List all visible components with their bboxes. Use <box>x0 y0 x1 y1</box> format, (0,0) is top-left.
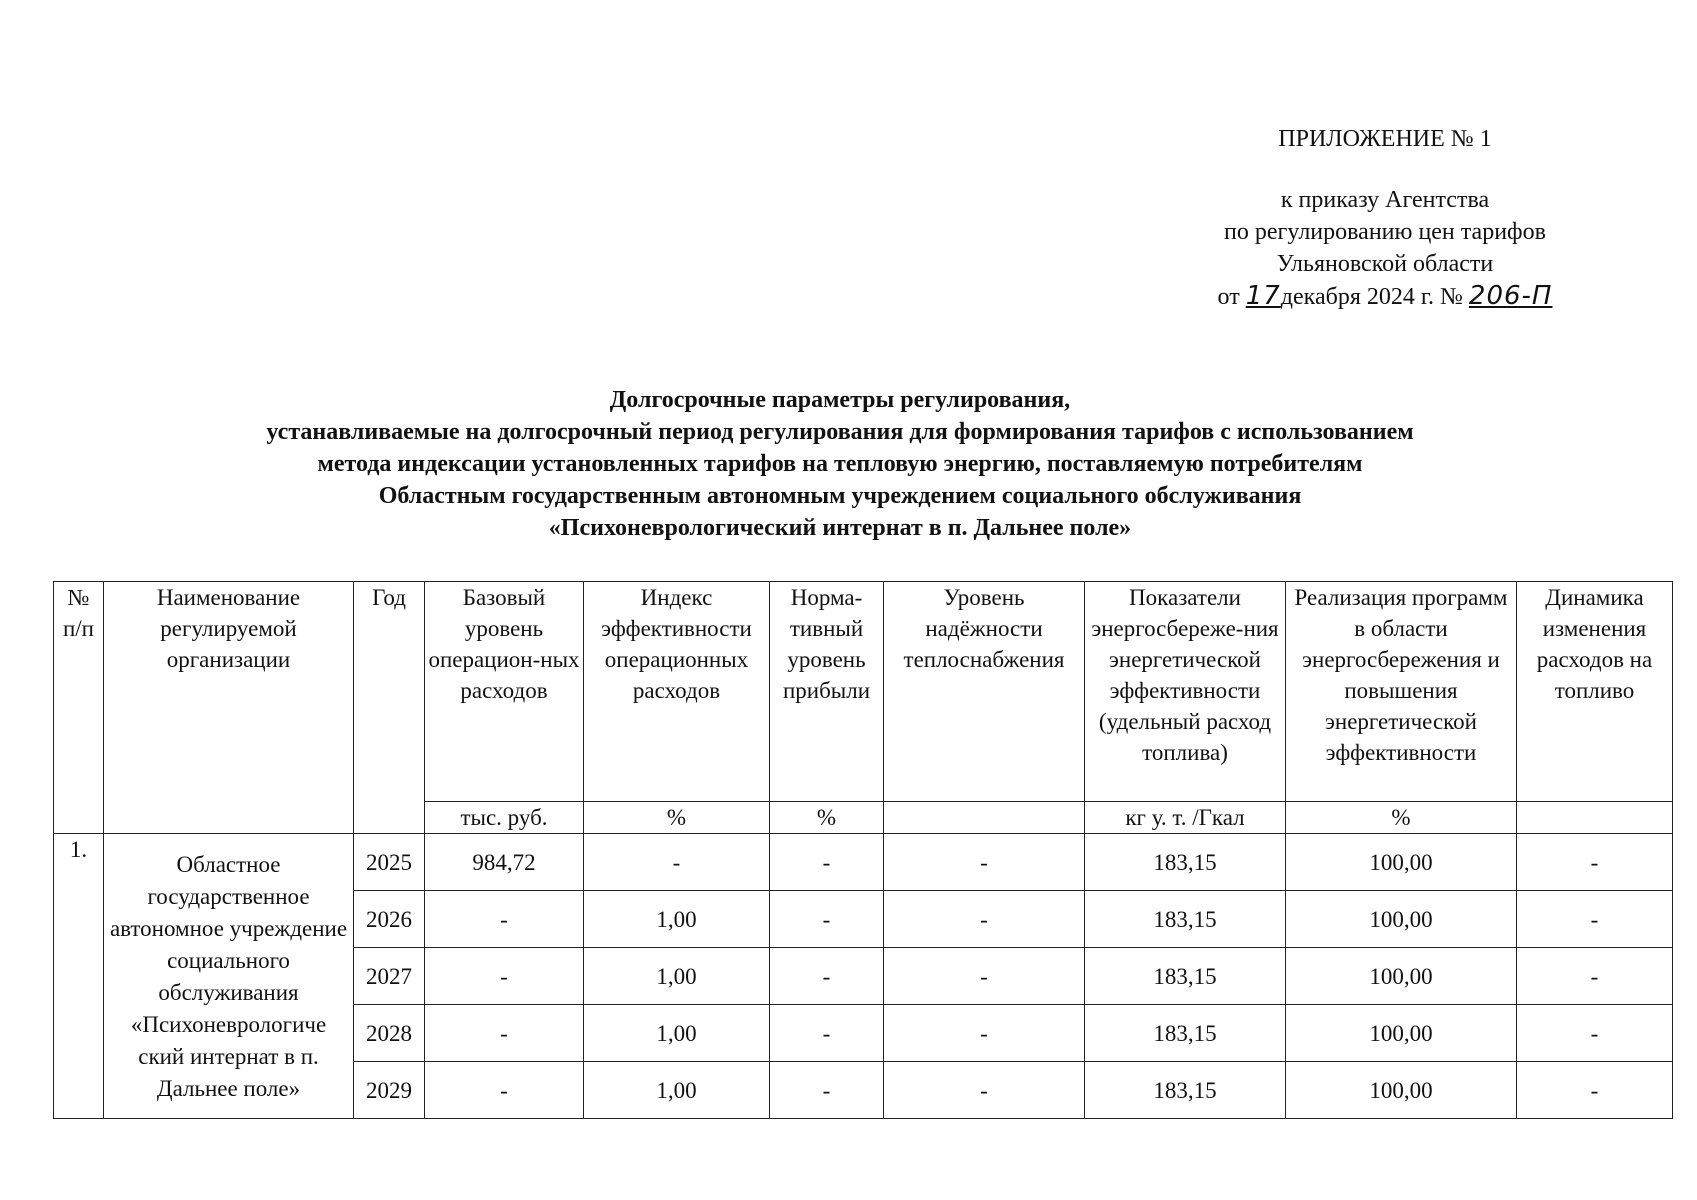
appendix-block <box>1175 126 1595 313</box>
cell-program: 100,00 <box>1286 1062 1517 1119</box>
cell-program: 100,00 <box>1286 834 1517 891</box>
heading-line-3: метода индексации установленных тарифов на тепловую энергию, поставляемую потребителям <box>317 451 1363 477</box>
cell-fuel-dynamics: - <box>1517 891 1673 948</box>
parameters-table <box>53 581 1673 1119</box>
header-energy-saving: Показатели энергосбереже-ния энергетической эффективности (удельный расход топлива) <box>1085 582 1286 802</box>
heading-line-1: Долгосрочные параметры регулирования, <box>609 387 1071 413</box>
appendix-line-2: по регулированию цен тарифов <box>1224 218 1546 245</box>
cell-reliability: - <box>884 891 1085 948</box>
cell-year: 2029 <box>354 1062 425 1119</box>
cell-fuel-dynamics: - <box>1517 834 1673 891</box>
header-number: № п/п <box>54 582 104 834</box>
cell-year: 2027 <box>354 948 425 1005</box>
cell-normative-profit: - <box>770 891 884 948</box>
cell-program: 100,00 <box>1286 891 1517 948</box>
cell-energy-saving: 183,15 <box>1085 1005 1286 1062</box>
organization-name: Областное государственное автономное учреждение социального обслуживания «Психоневрологиче ский интернат в п. Дальнее поле» <box>104 834 354 1119</box>
cell-base-opex: - <box>425 1005 584 1062</box>
cell-reliability: - <box>884 1005 1085 1062</box>
appendix-line-1: к приказу Агентства <box>1280 186 1490 213</box>
unit-base-opex: тыс. руб. <box>425 802 584 834</box>
table-row <box>54 834 1673 891</box>
cell-reliability: - <box>884 1062 1085 1119</box>
cell-energy-saving: 183,15 <box>1085 891 1286 948</box>
heading-line-2: устанавливаемые на долгосрочный период регулирования для формирования тарифов с использованием <box>266 419 1414 445</box>
heading-line-4: Областным государственным автономным учреждением социального обслуживания <box>378 483 1302 509</box>
cell-normative-profit: - <box>770 1005 884 1062</box>
header-efficiency-index: Индекс эффективности операционных расходов <box>584 582 770 802</box>
cell-base-opex: - <box>425 891 584 948</box>
unit-reliability <box>884 802 1085 834</box>
cell-efficiency-index: - <box>584 834 770 891</box>
cell-year: 2025 <box>354 834 425 891</box>
cell-energy-saving: 183,15 <box>1085 834 1286 891</box>
header-year: Год <box>354 582 425 834</box>
date-rest: декабря 2024 г. № <box>1280 283 1463 310</box>
cell-program: 100,00 <box>1286 1005 1517 1062</box>
cell-reliability: - <box>884 948 1085 1005</box>
header-organization: Наименование регулируемой организации <box>104 582 354 834</box>
appendix-line-3: Ульяновской области <box>1276 250 1494 277</box>
cell-base-opex: - <box>425 1062 584 1119</box>
cell-energy-saving: 183,15 <box>1085 1062 1286 1119</box>
cell-efficiency-index: 1,00 <box>584 1062 770 1119</box>
cell-normative-profit: - <box>770 834 884 891</box>
date-prefix: от <box>1217 283 1240 310</box>
row-number: 1. <box>54 834 104 1119</box>
unit-program: % <box>1286 802 1517 834</box>
cell-energy-saving: 183,15 <box>1085 948 1286 1005</box>
order-number-handwritten: 206-П <box>1468 280 1553 311</box>
header-program: Реализация программ в области энергосбережения и повышения энергетической эффективности <box>1286 582 1517 802</box>
cell-normative-profit: - <box>770 1062 884 1119</box>
cell-fuel-dynamics: - <box>1517 1005 1673 1062</box>
cell-efficiency-index: 1,00 <box>584 948 770 1005</box>
cell-year: 2028 <box>354 1005 425 1062</box>
unit-normative-profit: % <box>770 802 884 834</box>
cell-year: 2026 <box>354 891 425 948</box>
table-header-row <box>54 582 1673 802</box>
header-reliability: Уровень надёжности теплоснабжения <box>884 582 1085 802</box>
header-base-opex: Базовый уровень операцион-ных расходов <box>425 582 584 802</box>
header-fuel-dynamics: Динамика изменения расходов на топливо <box>1517 582 1673 802</box>
cell-base-opex: - <box>425 948 584 1005</box>
appendix-title: ПРИЛОЖЕНИЕ № 1 <box>1278 126 1492 152</box>
cell-reliability: - <box>884 834 1085 891</box>
date-day-handwritten: 17 <box>1245 280 1281 311</box>
cell-normative-profit: - <box>770 948 884 1005</box>
unit-efficiency-index: % <box>584 802 770 834</box>
unit-fuel-dynamics <box>1517 802 1673 834</box>
document-heading <box>40 384 1640 544</box>
heading-line-5: «Психоневрологический интернат в п. Дальнее поле» <box>548 515 1132 541</box>
cell-fuel-dynamics: - <box>1517 1062 1673 1119</box>
cell-efficiency-index: 1,00 <box>584 891 770 948</box>
cell-efficiency-index: 1,00 <box>584 1005 770 1062</box>
cell-base-opex: 984,72 <box>425 834 584 891</box>
cell-program: 100,00 <box>1286 948 1517 1005</box>
appendix-date-line <box>1175 280 1595 313</box>
header-normative-profit: Норма-тивный уровень прибыли <box>770 582 884 802</box>
unit-energy-saving: кг у. т. /Гкал <box>1085 802 1286 834</box>
cell-fuel-dynamics: - <box>1517 948 1673 1005</box>
